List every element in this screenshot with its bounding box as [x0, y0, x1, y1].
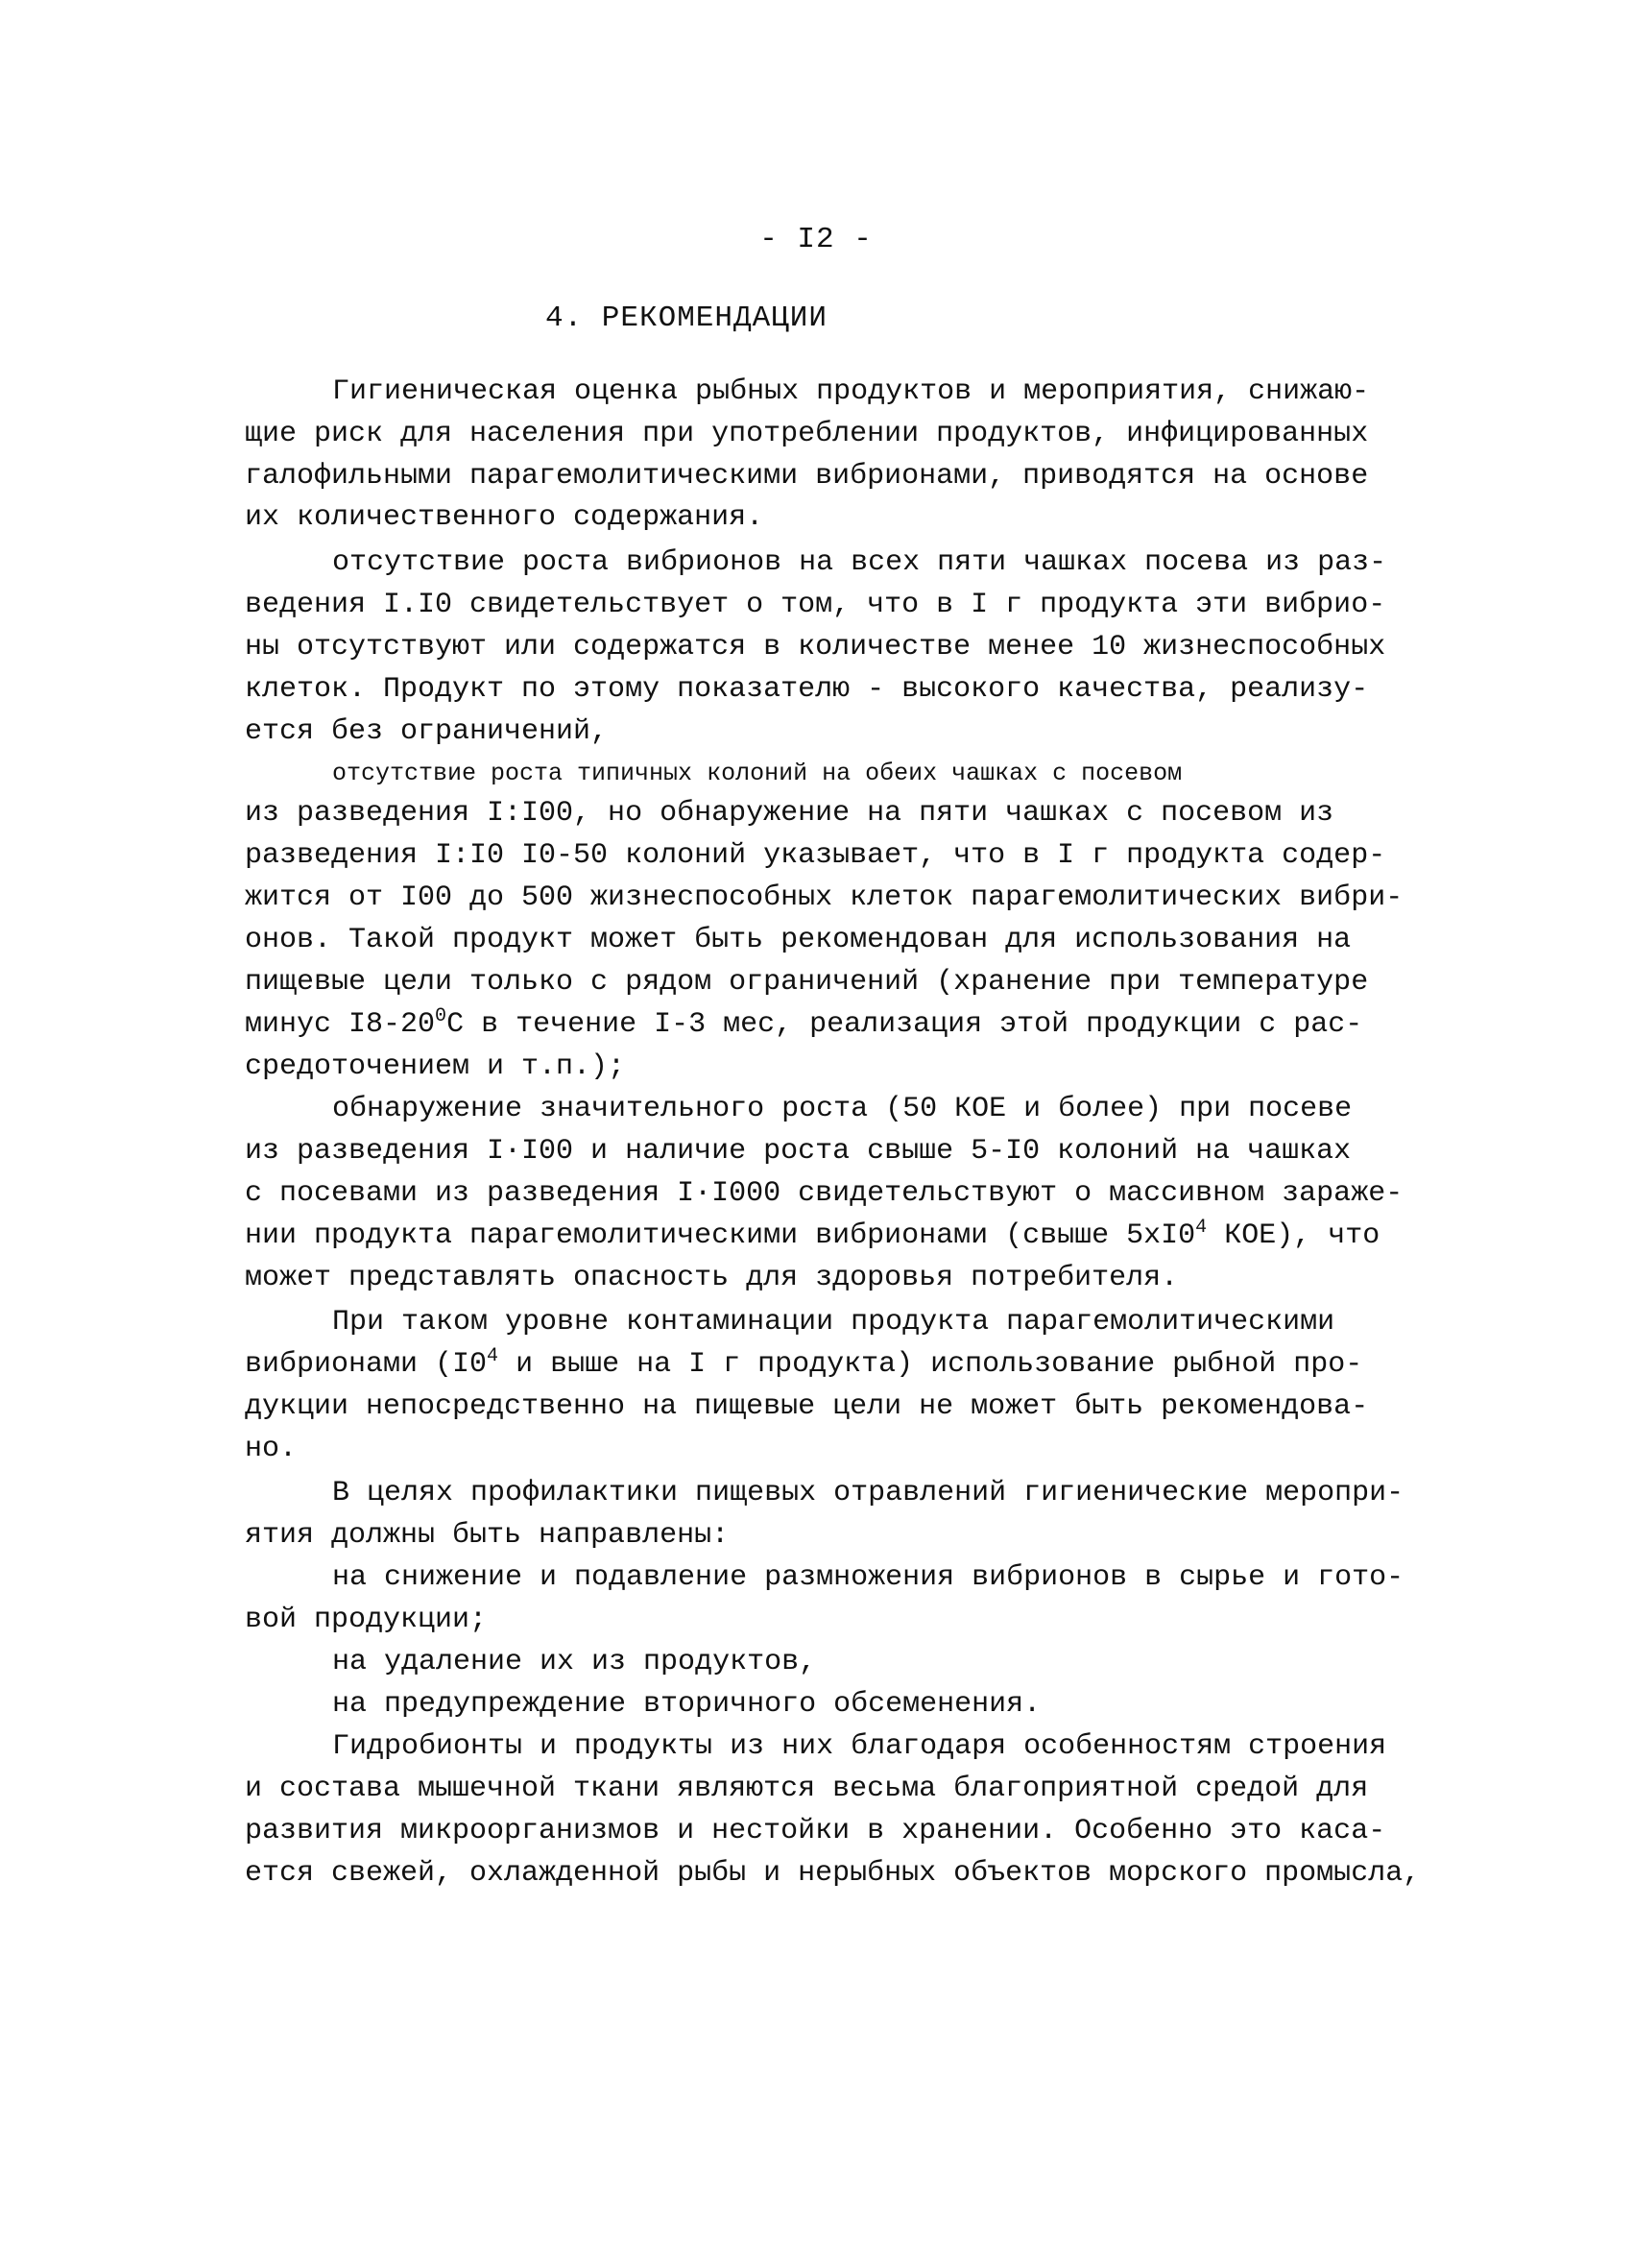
text-segment: и выше на I г продукта) использование рыбной про-	[498, 1348, 1363, 1381]
text-line: отсутствие роста вибрионов на всех пяти чашках посева из раз-	[332, 546, 1387, 579]
text-line: вой продукции;	[245, 1604, 488, 1636]
text-segment: минус I8-20	[245, 1008, 436, 1041]
text-line: Гидробионты и продукты из них благодаря особенностям строения	[332, 1730, 1387, 1763]
text-line: разведения I:I0 I0-50 колоний указывает, что в I г продукта содер-	[245, 839, 1386, 872]
text-line: из разведения I:I00, но обнаружение на пяти чашках с посевом из	[245, 797, 1334, 830]
text-line: на снижение и подавление размножения вибрионов в сырье и гото-	[332, 1561, 1404, 1594]
text-line: клеток. Продукт по этому показателю - высокого качества, реализу-	[245, 673, 1369, 706]
superscript: 0	[435, 1005, 447, 1027]
text-line: средоточением и т.п.);	[245, 1050, 626, 1083]
text-line: обнаружение значительного роста (50 КОЕ и более) при посеве	[332, 1093, 1353, 1125]
text-line: на удаление их из продуктов,	[332, 1646, 817, 1678]
text-line	[245, 1345, 1363, 1381]
text-line: ятия должны быть направлены:	[245, 1519, 730, 1552]
text-line: на предупреждение вторичного обсеменения.	[332, 1688, 1042, 1721]
text-line: Гигиеническая оценка рыбных продуктов и мероприятия, снижаю-	[332, 375, 1370, 408]
text-line: ны отсутствуют или содержатся в количестве менее 10 жизнеспособных	[245, 631, 1386, 664]
text-line: щие риск для населения при употреблении продуктов, инфицированных	[245, 418, 1369, 450]
text-line: и состава мышечной ткани являются весьма благоприятной средой для	[245, 1773, 1369, 1805]
text-line: ведения I.I0 свидетельствует о том, что в I г продукта эти вибрио-	[245, 589, 1386, 621]
text-line: может представлять опасность для здоровья потребителя.	[245, 1262, 1179, 1294]
superscript: 4	[1195, 1217, 1208, 1239]
text-line: развития микроорганизмов и нестойки в хранении. Особенно это каса-	[245, 1815, 1386, 1847]
text-line: жится от I00 до 500 жизнеспособных клеток парагемолитических вибри-	[245, 881, 1404, 914]
text-line: ется свежей, охлажденной рыбы и нерыбных объектов морского промысла,	[245, 1857, 1421, 1890]
text-segment: вибрионами (I0	[245, 1348, 488, 1381]
text-line: ется без ограничений,	[245, 715, 609, 748]
text-line: пищевые цели только с рядом ограничений (хранение при температуре	[245, 966, 1369, 999]
text-line: их количественного содержания.	[245, 501, 764, 534]
text-line	[245, 1217, 1380, 1252]
text-line: В целях профилактики пищевых отравлений гигиенические меропри-	[332, 1477, 1404, 1509]
text-line: галофильными парагемолитическими вибрионами, приводятся на основе	[245, 460, 1369, 493]
text-line: дукции непосредственно на пищевые цели не может быть рекомендова-	[245, 1390, 1369, 1423]
text-segment: нии продукта парагемолитическими вибрионами (свыше 5хI0	[245, 1219, 1196, 1252]
text-line: При таком уровне контаминации продукта парагемолитическими	[332, 1306, 1335, 1339]
section-heading: 4. РЕКОМЕНДАЦИИ	[544, 302, 828, 335]
text-line: онов. Такой продукт может быть рекомендован для использования на	[245, 924, 1352, 956]
text-segment: КОЕ), что	[1207, 1219, 1380, 1252]
text-line: но.	[245, 1433, 298, 1465]
text-line: отсутствие роста типичных колоний на обеих чашках с посевом	[332, 760, 1183, 787]
text-line: с посевами из разведения I·I000 свидетельствуют о массивном зараже-	[245, 1177, 1404, 1210]
text-line: из разведения I·I00 и наличие роста свыше 5-I0 колоний на чашках	[245, 1135, 1352, 1168]
text-segment: С в течение I-3 мес, реализация этой продукции с рас-	[446, 1008, 1363, 1041]
text-line	[245, 1005, 1363, 1041]
page-number: - I2 -	[759, 223, 873, 256]
superscript: 4	[487, 1345, 499, 1367]
